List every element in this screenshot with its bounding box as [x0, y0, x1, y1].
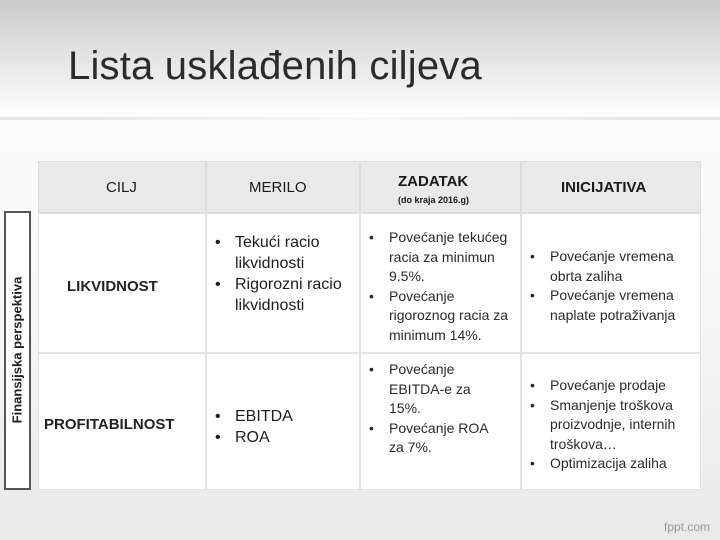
merilo-list — [209, 232, 353, 316]
header-zadatak — [360, 161, 521, 213]
slide-title: Lista usklađenih ciljeva — [68, 44, 482, 88]
list-item: • Povećanje ROA za 7%. — [363, 419, 488, 458]
header-merilo — [206, 161, 360, 213]
watermark: fppt.com — [664, 520, 711, 534]
row-profitabilnost-cilj — [38, 353, 206, 490]
header-zadatak-label: ZADATAK — [398, 173, 469, 190]
list-item: • Povećanje EBITDA-e za 15%. — [363, 360, 488, 419]
list-item: • EBITDA — [209, 406, 353, 427]
row-likvidnost-zadatak — [360, 213, 521, 353]
title-divider — [0, 117, 720, 120]
row-likvidnost-cilj — [38, 213, 206, 353]
row-profitabilnost-inicijativa — [521, 353, 701, 490]
list-item: • Rigorozni racio likvidnosti — [209, 274, 353, 316]
row-likvidnost-merilo — [206, 213, 360, 353]
list-item: • Povećanje rigoroznog racia za minimum 14%. — [363, 287, 517, 346]
list-item: • Optimizacija zaliha — [524, 454, 700, 474]
row-profitabilnost-zadatak — [360, 353, 521, 490]
list-item: • Povećanje tekućeg racia za minimun 9.5%. — [363, 228, 517, 287]
header-cilj-label: CILJ — [106, 179, 137, 196]
inicijativa-list — [524, 247, 700, 325]
row-profitabilnost-merilo — [206, 353, 360, 490]
header-inicijativa-label: INICIJATIVA — [561, 179, 647, 196]
list-item: • Povećanje vremena obrta zaliha — [524, 247, 700, 286]
row-likvidnost-inicijativa — [521, 213, 701, 353]
header-cilj — [38, 161, 206, 213]
list-item: • Smanjenje troškova proizvodnje, internih troškova… — [524, 396, 700, 455]
zadatak-list — [363, 360, 488, 458]
header-zadatak-sublabel: (do kraja 2016.g) — [398, 195, 470, 205]
side-label: Finansijska perspektiva — [9, 276, 25, 424]
list-item: • Povećanje vremena naplate potraživanja — [524, 286, 700, 325]
header-inicijativa — [521, 161, 701, 213]
inicijativa-list — [524, 376, 700, 474]
zadatak-list — [363, 228, 517, 345]
list-item: • Povećanje prodaje — [524, 376, 700, 396]
cilj-label: LIKVIDNOST — [67, 278, 158, 295]
list-item: • Tekući racio likvidnosti — [209, 232, 353, 274]
merilo-list — [209, 406, 353, 448]
header-merilo-label: MERILO — [249, 179, 307, 196]
cilj-label: PROFITABILNOST — [44, 416, 175, 433]
list-item: • ROA — [209, 427, 353, 448]
